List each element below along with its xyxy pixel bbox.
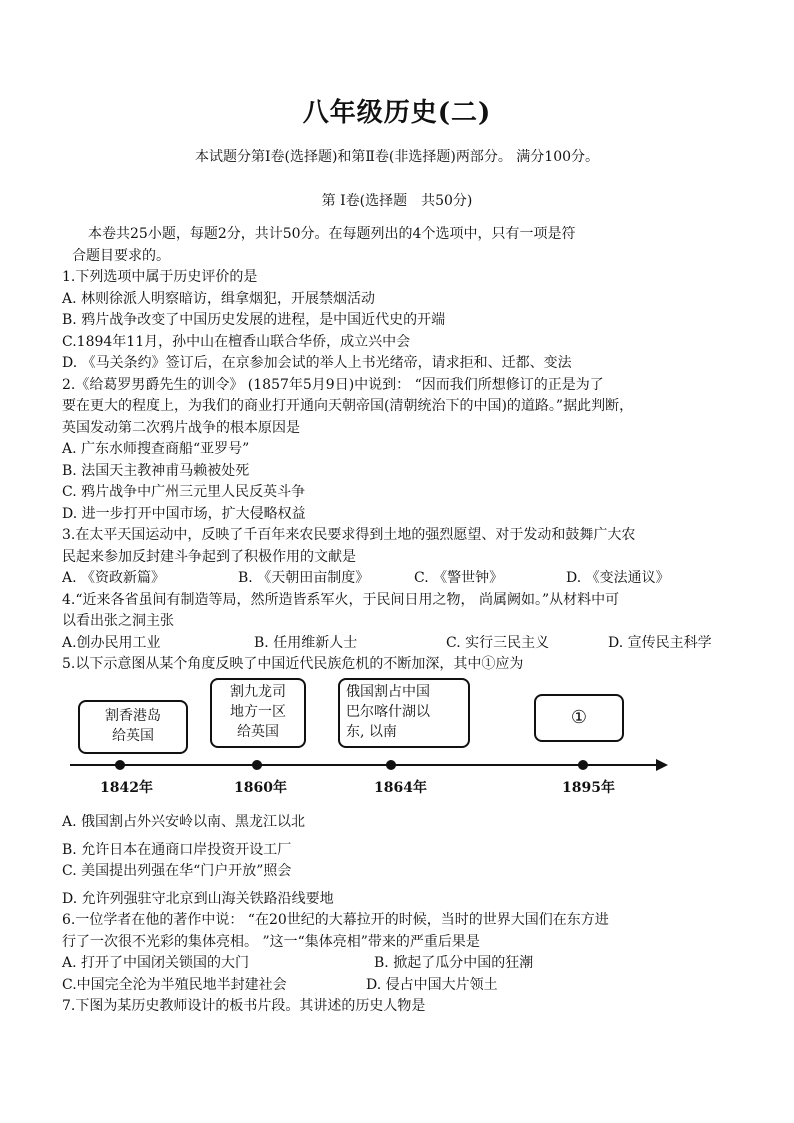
questions-lower [62,812,742,1018]
question-1-option-a: A. 林则徐派人明察暗访，缉拿烟犯，开展禁烟活动 [62,290,376,307]
question-3-option-b: B. 《天朝田亩制度》 [238,570,370,586]
question-6-option-d: D. 侵占中国大片领土 [366,976,498,993]
question-6-options [62,953,742,975]
question-2-stem: 要在更大的程度上，为我们的商业打开通向天朝帝国(清朝统治下的中国)的道路。”据此判断， [62,398,634,414]
question-2-option-b: B. 法国天主教神甫马赖被处死 [62,462,250,479]
timeline-event-text: 割香港岛 [105,708,161,724]
question-3-options [62,568,742,590]
question-1-stem: 1.下列选项中属于历史评价的是 [62,269,258,285]
question-6-stem: 6.一位学者在他的著作中说： “在20世纪的大幕拉开的时候，当时的世界大国们在东方进 [62,912,609,928]
question-4-option-b: B. 任用维新人士 [254,634,358,651]
timeline-event-box [78,700,188,754]
timeline-diagram [62,676,682,806]
question-4-option-d: D. 宣传民主科学 [608,634,712,651]
timeline-event-text: 巴尔喀什湖以 [346,704,430,720]
questions-upper [62,224,742,676]
question-5-option-d: D. 允许列强驻守北京到山海关铁路沿线要地 [62,890,334,907]
arrow-right-icon [656,759,668,771]
timeline-axis [70,764,660,766]
question-1-option-d: D. 《马关条约》签订后，在京参加会试的举人上书光绪帝，请求拒和、迁都、变法 [62,355,572,371]
timeline-dot [115,760,125,770]
question-2-stem: 英国发动第二次鸦片战争的根本原因是 [62,419,300,436]
exam-subtitle: 本试题分第Ⅰ卷(选择题)和第Ⅱ卷(非选择题)两部分。 满分100分。 [194,149,600,165]
intro-line: 合题目要求的。 [72,247,170,264]
question-5-option-b: B. 允许日本在通商口岸投资开设工厂 [62,841,292,858]
question-4-options [62,633,742,655]
question-4-option-c: C. 实行三民主义 [446,634,550,651]
timeline-dot [578,760,588,770]
timeline-event-text: 给英国 [237,724,279,740]
intro-line: 本卷共25小题，每题2分，共计50分。在每题列出的4个选项中，只有一项是符 [88,226,576,242]
timeline-year: 1860年 [234,780,287,796]
timeline-dot [386,760,396,770]
question-3-option-d: D. 《变法通议》 [566,570,670,586]
timeline-dot [252,760,262,770]
question-7-stem: 7.下图为某历史教师设计的板书片段。其讲述的历史人物是 [62,998,426,1014]
question-1-option-b: B. 鸦片战争改变了中国历史发展的进程，是中国近代史的开端 [62,312,446,328]
question-6-stem: 行了一次很不光彩的集体亮相。 ”这一“集体亮相”带来的严重后果是 [62,933,480,950]
question-2-option-a: A. 广东水师搜查商船“亚罗号” [62,441,250,457]
section-heading: 第 Ⅰ卷(选择题 共50分) [321,193,473,209]
timeline-event-text: 东, 以南 [346,724,397,740]
question-5-option-c: C. 美国提出列强在华“门户开放”照会 [62,863,292,879]
timeline-event-text: 给英国 [112,728,154,744]
question-4-stem: 以看出张之洞主张 [62,613,174,629]
question-4-option-a: A.创办民用工业 [62,634,161,651]
timeline-event-text: ① [570,707,588,728]
question-2-stem: 2.《给葛罗男爵先生的训令》 (1857年5月9日)中说到： “因而我们所想修订的正是为了 [62,376,604,393]
question-3-stem: 3.在太平天国运动中，反映了千百年来农民要求得到土地的强烈愿望、对于发动和鼓舞广大农 [62,527,636,543]
timeline-year: 1864年 [374,780,427,796]
question-5-option-a: A. 俄国割占外兴安岭以南、黑龙江以北 [62,814,306,830]
timeline-event-text: 地方一区 [230,704,286,720]
question-3-option-c: C. 《警世钟》 [414,570,504,586]
timeline-year: 1842年 [100,780,153,796]
timeline-event-box [210,678,306,748]
question-5-stem: 5.以下示意图从某个角度反映了中国近代民族危机的不断加深，其中①应为 [62,656,524,672]
question-6-option-a: A. 打开了中国闭关锁国的大门 [62,955,250,971]
question-4-stem: 4.“近来各省虽间有制造等局，然所造皆系军火，于民间日用之物， 尚属阙如。”从材料中可 [62,591,620,608]
question-3-option-a: A. 《资政新篇》 [62,570,166,586]
question-3-stem: 民起来参加反封建斗争起到了积极作用的文献是 [62,548,356,565]
question-1-option-c: C.1894年11月，孙中山在檀香山联合华侨，成立兴中会 [62,333,411,350]
timeline-year: 1895年 [562,780,615,796]
page-title: 八年级历史(二) [302,98,492,128]
timeline-event-box [534,694,624,742]
question-6-option-c: C.中国完全沦为半殖民地半封建社会 [62,976,287,993]
question-6-option-b: B. 掀起了瓜分中国的狂潮 [374,955,534,971]
question-6-options [62,975,742,997]
timeline-event-box [338,678,470,748]
question-2-option-c: C. 鸦片战争中广州三元里人民反英斗争 [62,484,306,500]
timeline-event-text: 割九龙司 [230,684,286,700]
question-2-option-d: D. 进一步打开中国市场，扩大侵略权益 [62,505,306,522]
timeline-event-text: 俄国割占中国 [346,684,430,700]
